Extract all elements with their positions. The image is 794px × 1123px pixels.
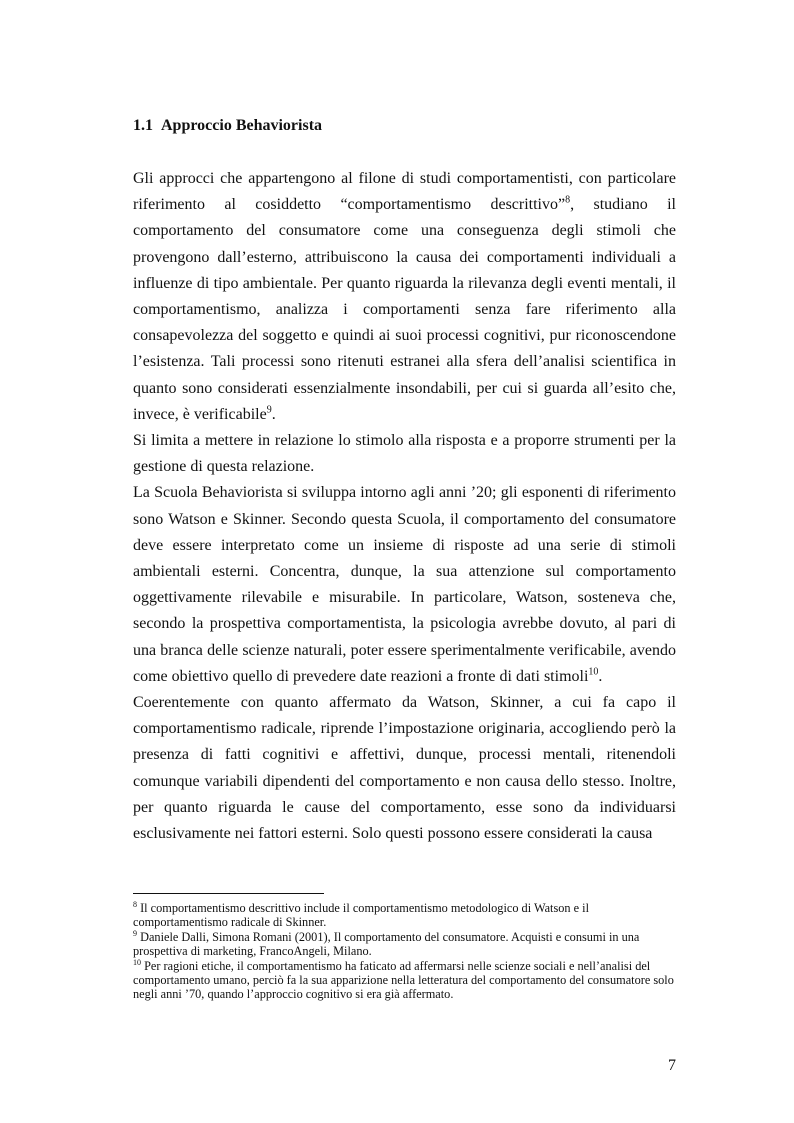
footnote-separator	[133, 893, 324, 894]
footnote-text: Per ragioni etiche, il comportamentismo ha faticato ad affermarsi nelle scienze sociali e nell’analisi del comportamento umano, perciò fa la sua apparizione nella letteratura del comportamento del consumatore solo negli anni ’70, quando l’approccio cognitivo si era già affermato.	[133, 958, 674, 1002]
footnote-number: 8	[133, 899, 137, 909]
paragraph-3	[133, 480, 676, 690]
footnote-9	[133, 930, 678, 959]
footnote-ref-8[interactable]: 8	[565, 194, 571, 206]
footnote-number: 10	[133, 957, 141, 967]
footnote-text: Daniele Dalli, Simona Romani (2001), Il comportamento del consumatore. Acquisti e consumi in una prospettiva di marketing, FrancoAngeli, Milano.	[133, 929, 640, 959]
section-title: Approccio Behaviorista	[161, 117, 323, 134]
paragraph-4: Coerentemente con quanto affermato da Watson, Skinner, a cui fa capo il comportamentismo radicale, riprende l’impostazione originaria, accogliendo però la presenza di fatti cognitivi e affettivi, dunque, processi mentali, ritenendoli comunque variabili dipendenti del comportamento e non causa dello stesso. Inoltre, per quanto riguarda le cause del comportamento, esse sono da individuarsi esclusivamente nei fattori esterni. Solo questi possono essere considerati la causa	[133, 694, 676, 843]
paragraph-2: Si limita a mettere in relazione lo stimolo alla risposta e a proporre strumenti per la gestione di questa relazione.	[133, 432, 676, 476]
paragraph-1-text-c: .	[271, 405, 276, 423]
page-number: 7	[668, 1057, 676, 1074]
footnote-number: 9	[133, 928, 137, 938]
paragraph-3-text-b: .	[598, 667, 603, 685]
paragraph-1-text-b: , studiano il comportamento del consumatore come una conseguenza degli stimoli che provengono dall’esterno, attribuiscono la causa dei comportamenti individuali a influenze di tipo ambientale. Per quanto riguarda la rilevanza degli eventi mentali, il comportamentismo, analizza i comportamenti senza fare riferimento alla consapevolezza del soggetto e quindi ai suoi processi cognitivi, pur riconoscendone l’esistenza. Tali processi sono ritenuti estranei alla sfera dell’analisi scientifica in quanto sono considerati essenzialmente insondabili, per cui si guarda all’esito che, invece, è verificabile	[133, 196, 676, 423]
footnote-ref-10[interactable]: 10	[588, 666, 599, 678]
section-heading	[133, 117, 322, 135]
body-text	[133, 166, 676, 847]
footnote-8	[133, 901, 678, 930]
paragraph-3-text-a: La Scuola Behaviorista si sviluppa intorno agli anni ’20; gli esponenti di riferimento sono Watson e Skinner. Secondo questa Scuola, il comportamento del consumatore deve essere interpretato come un insieme di risposte ad una serie di stimoli ambientali esterni. Concentra, dunque, la sua attenzione sul comportamento oggettivamente rilevabile e misurabile. In particolare, Watson, sosteneva che, secondo la prospettiva comportamentista, la psicologia avrebbe dovuto, al pari di una branca delle scienze naturali, poter essere sperimentalmente verificabile, avendo come obiettivo quello di prevedere date reazioni a fronte di dati stimoli	[133, 484, 676, 685]
paragraph-1-text-a: Gli approcci che appartengono al filone di studi comportamentisti, con particolare riferimento al cosiddetto “comportamentismo descrittivo”	[133, 170, 676, 214]
footnotes	[133, 901, 678, 1002]
footnote-ref-9[interactable]: 9	[266, 404, 272, 416]
section-number: 1.1	[133, 117, 153, 134]
footnote-text: Il comportamentismo descrittivo include il comportamentismo metodologico di Watson e il comportamentismo radicale di Skinner.	[133, 901, 589, 930]
footnote-10	[133, 959, 678, 1002]
paragraph-1	[133, 166, 676, 428]
